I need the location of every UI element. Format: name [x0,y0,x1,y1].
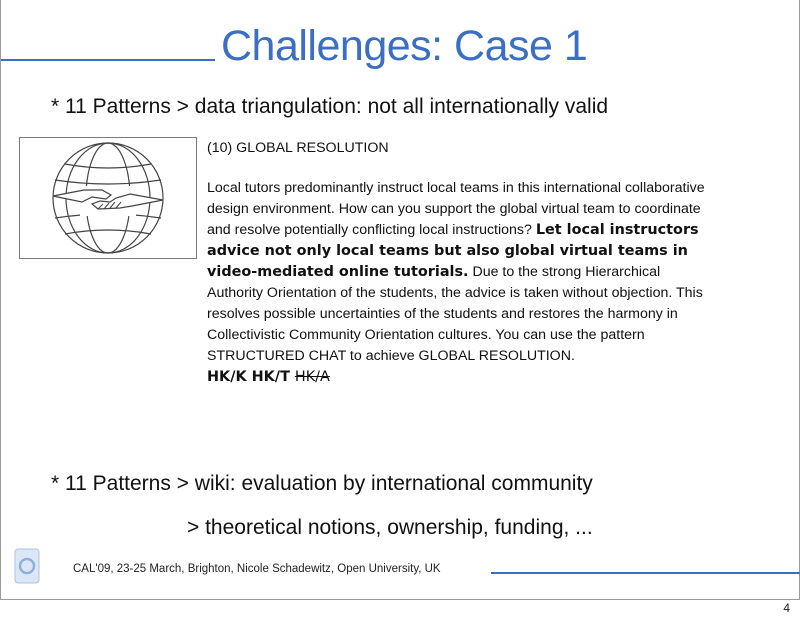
pattern-codes-line [207,367,712,388]
pattern-solution: Let local instructors advice not only local teams but also global virtual teams in video-mediated online tutorials. [207,222,699,280]
footer-rule [491,572,800,574]
pattern-codes: HK/K HK/T [207,369,295,385]
pattern-intro: Local tutors predominantly instruct local teams in this international collaborative design environment. How can you support the global virtual team to coordinate and resolve potentially conflicting local instructions? [207,180,705,238]
pattern-rest: Due to the strong Hierarchical Authority Orientation of the students, the advice is taken without objection. This resolves possible uncertainties of the students and restores the harmony in Collectivistic Community Orientation cultures. You can use the pattern STRUCTURED CHAT to achieve GLOBAL RESOLUTION. [207,264,703,364]
open-university-logo-icon [14,548,40,584]
page-number: 4 [783,601,790,615]
globe-handshake-figure [19,137,197,259]
bullet-data-triangulation: * 11 Patterns > data triangulation: not all internationally valid [51,95,609,118]
pattern-body [207,178,712,367]
pattern-title: (10) GLOBAL RESOLUTION [207,140,389,156]
pattern-struck-code: HK/A [294,369,330,385]
footer-citation: CAL'09, 23-25 March, Brighton, Nicole Schadewitz, Open University, UK [73,563,441,575]
slide-title: Challenges: Case 1 [221,22,588,70]
bullet-theoretical-notions: > theoretical notions, ownership, funding, ... [187,516,593,539]
pattern-description [207,138,712,388]
globe-handshake-icon [20,138,196,258]
bullet-wiki-evaluation: * 11 Patterns > wiki: evaluation by international community [51,472,593,495]
title-rule [1,59,215,61]
